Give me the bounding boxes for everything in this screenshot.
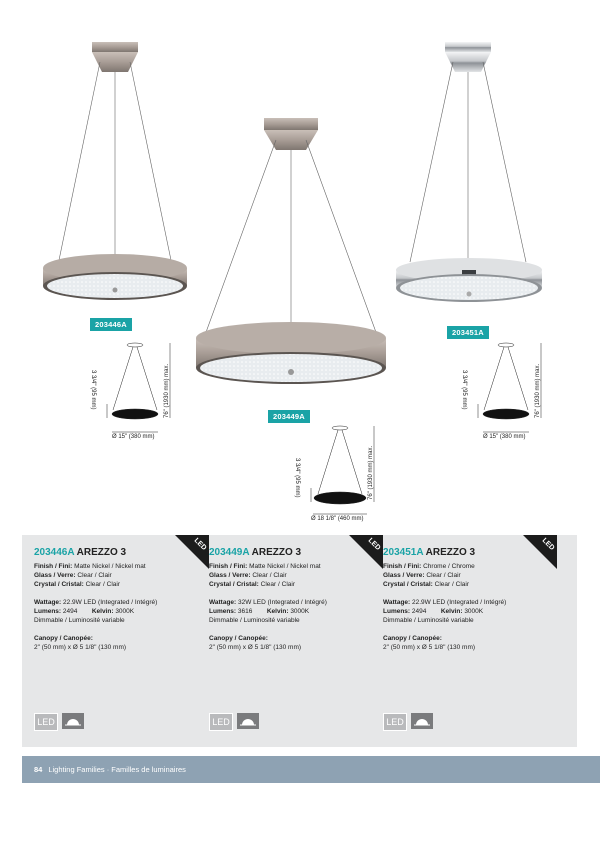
glass-row: Glass / Verre: Clear / Clair	[34, 572, 112, 579]
dimmable-icon	[237, 713, 259, 729]
crystal-row: Crystal / Cristal: Clear / Clair	[34, 581, 120, 588]
canopy-value: 2" (50 mm) x Ø 5 1/8" (130 mm)	[34, 644, 127, 651]
led-icon: LED	[383, 713, 407, 731]
page-number: 84	[34, 765, 43, 774]
diagram-203449A	[311, 426, 374, 514]
wattage-row: Wattage: 32W LED (Integrated / Intégré)	[209, 599, 327, 606]
dimension-diameter: Ø 15" (380 mm)	[483, 434, 526, 440]
page-footer	[22, 756, 600, 783]
finish-row: Finish / Fini: Matte Nickel / Nickel mat	[34, 563, 146, 570]
glass-row: Glass / Verre: Clear / Clair	[209, 572, 287, 579]
dimension-small: 3 3/4" (95 mm)	[294, 458, 300, 498]
canopy-value: 2" (50 mm) x Ø 5 1/8" (130 mm)	[209, 644, 302, 651]
dimension-diameter: Ø 18 1/8" (460 mm)	[311, 516, 364, 522]
diagram-203446A	[107, 343, 170, 432]
wattage-row: Wattage: 22.9W LED (Integrated / Intégré)	[383, 599, 507, 606]
wattage-row: Wattage: 22.9W LED (Integrated / Intégré)	[34, 599, 158, 606]
product-tag: 203451A	[447, 326, 489, 339]
product-title: 203446A AREZZO 3	[34, 547, 127, 558]
led-icon: LED	[34, 713, 58, 731]
fixture-203446A	[43, 42, 187, 300]
product-tag: 203449A	[268, 410, 310, 423]
dimension-small: 3 3/4" (95 mm)	[461, 370, 467, 410]
led-corner-badge: LED	[343, 535, 383, 575]
footer-text: Lighting Families · Familles de luminaires	[48, 765, 186, 774]
dimension-height: 76" (1930 mm) max.	[164, 363, 170, 418]
dimension-small: 3 3/4" (95 mm)	[90, 370, 96, 410]
led-corner-badge: LED	[169, 535, 209, 575]
fixture-203449A	[196, 118, 386, 384]
led-corner-badge: LED	[517, 535, 557, 575]
dimmable-row: Dimmable / Luminosité variable	[34, 617, 125, 624]
dimmable-row: Dimmable / Luminosité variable	[209, 617, 300, 624]
dimension-diameter: Ø 15" (380 mm)	[112, 434, 155, 440]
diagram-203451A	[478, 343, 541, 432]
product-title: 203449A AREZZO 3	[209, 547, 302, 558]
lumens-row: Lumens: 2494 Kelvin: 3000K	[34, 608, 135, 615]
dimmable-icon	[62, 713, 84, 729]
feature-icons	[209, 713, 259, 731]
canopy-label: Canopy / Canopée:	[383, 635, 442, 642]
fixture-203451A	[396, 42, 542, 302]
canopy-label: Canopy / Canopée:	[209, 635, 268, 642]
crystal-row: Crystal / Cristal: Clear / Clair	[209, 581, 295, 588]
lumens-row: Lumens: 3616 Kelvin: 3000K	[209, 608, 310, 615]
dimension-height: 76" (1930 mm) max.	[368, 445, 374, 500]
lumens-row: Lumens: 2494 Kelvin: 3000K	[383, 608, 484, 615]
glass-row: Glass / Verre: Clear / Clair	[383, 572, 461, 579]
finish-row: Finish / Fini: Chrome / Chrome	[383, 563, 475, 570]
dimmable-row: Dimmable / Luminosité variable	[383, 617, 474, 624]
dimension-height: 76" (1930 mm) max.	[535, 363, 541, 418]
spec-band	[22, 535, 577, 747]
canopy-label: Canopy / Canopée:	[34, 635, 93, 642]
product-title: 203451A AREZZO 3	[383, 547, 476, 558]
crystal-row: Crystal / Cristal: Clear / Clair	[383, 581, 469, 588]
canopy-value: 2" (50 mm) x Ø 5 1/8" (130 mm)	[383, 644, 476, 651]
dimmable-icon	[411, 713, 433, 729]
finish-row: Finish / Fini: Matte Nickel / Nickel mat	[209, 563, 321, 570]
led-icon: LED	[209, 713, 233, 731]
product-tag: 203446A	[90, 318, 132, 331]
feature-icons	[34, 713, 84, 731]
feature-icons	[383, 713, 433, 731]
